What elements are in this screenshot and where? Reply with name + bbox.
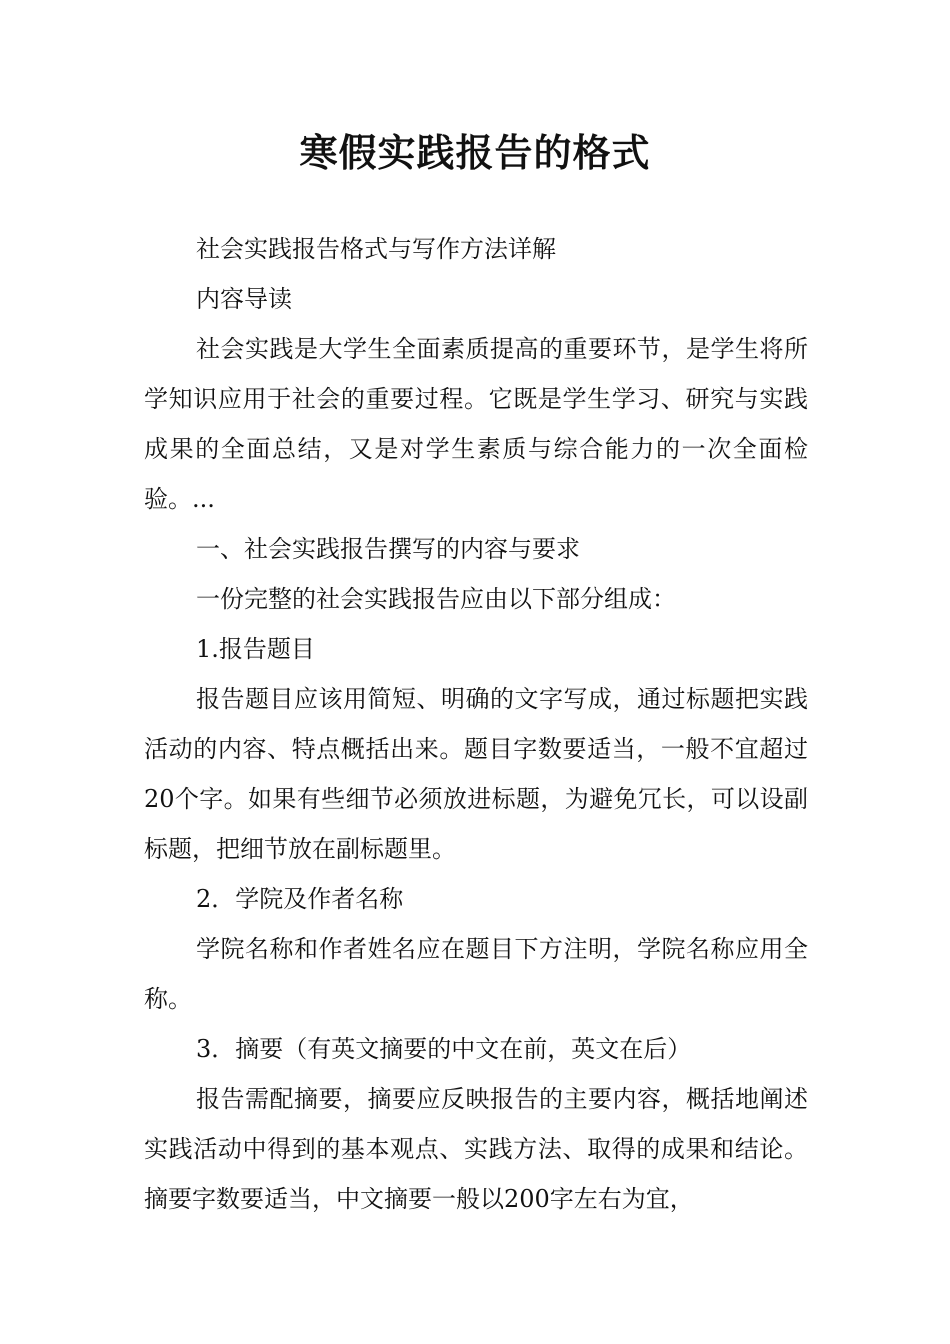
document-title: 寒假实践报告的格式 — [299, 130, 651, 175]
item-paragraph-1: 报告题目应该用简短、明确的文字写成，通过标题把实践活动的内容、特点概括出来。题目字数要适当，一般不宜超过20个字。如果有些细节必须放进标题，为避免冗长，可以设副标题，把细节放在副标题里。 — [144, 685, 808, 863]
section-summary-paragraph: 一份完整的社会实践报告应由以下部分组成： — [196, 585, 676, 613]
item-paragraph-3: 报告需配摘要，摘要应反映报告的主要内容，概括地阐述实践活动中得到的基本观点、实践方法、取得的成果和结论。摘要字数要适当，中文摘要一般以200字左右为宜， — [144, 1085, 808, 1213]
intro-heading: 内容导读 — [196, 285, 292, 313]
item-heading-2: 2．学院及作者名称 — [196, 885, 404, 913]
item-heading-1: 1.报告题目 — [196, 635, 315, 663]
subtitle-paragraph: 社会实践报告格式与写作方法详解 — [196, 235, 556, 263]
intro-paragraph: 社会实践是大学生全面素质提高的重要环节，是学生将所学知识应用于社会的重要过程。它既是学生学习、研究与实践成果的全面总结，又是对学生素质与综合能力的一次全面检验。... — [144, 335, 808, 513]
document-body — [144, 224, 808, 1224]
section-heading-1: 一、社会实践报告撰写的内容与要求 — [196, 535, 580, 563]
item-paragraph-2: 学院名称和作者姓名应在题目下方注明，学院名称应用全称。 — [144, 935, 808, 1013]
item-heading-3: 3．摘要（有英文摘要的中文在前，英文在后） — [196, 1035, 692, 1063]
